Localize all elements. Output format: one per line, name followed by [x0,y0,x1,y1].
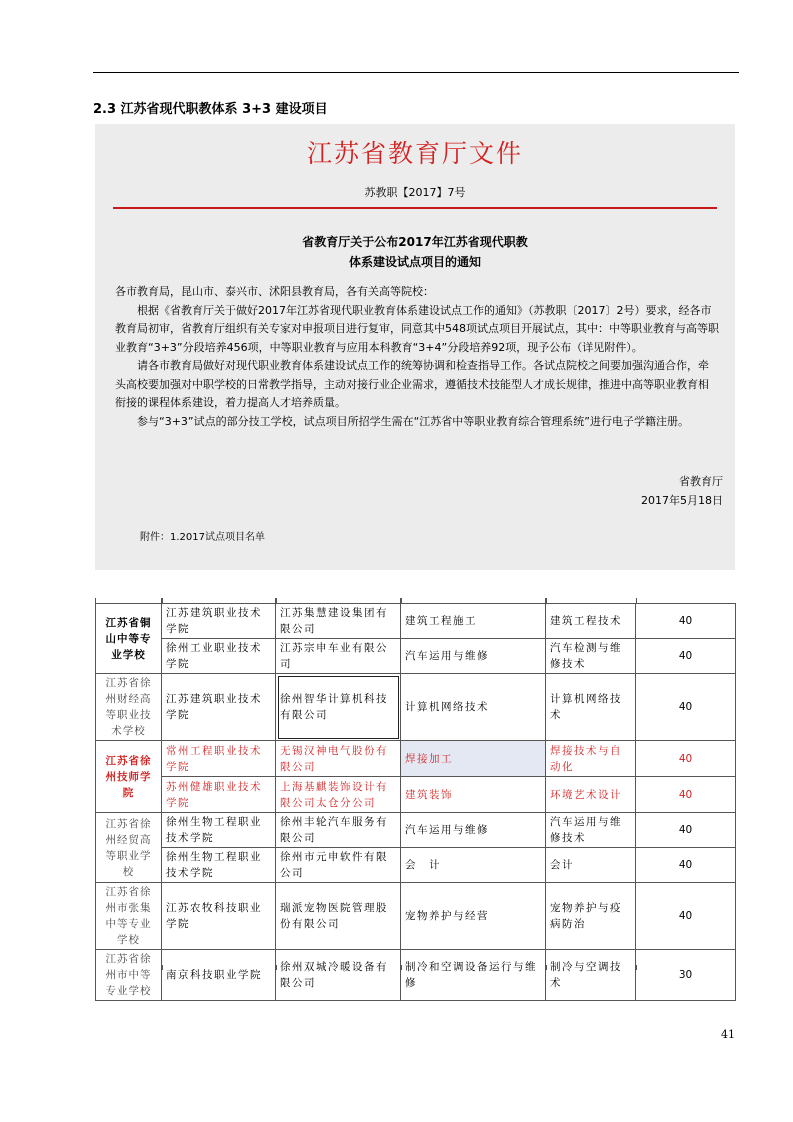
college-cell: 南京科技职业学院 [162,950,276,1001]
page-number: 41 [721,1028,735,1041]
target-cell: 焊接技术与自动化 [546,741,636,777]
major-cell: 建筑工程施工 [401,604,546,639]
table-row [96,741,736,777]
company-cell: 徐州双城冷暖设备有限公司 [276,950,401,1001]
project-table [95,603,736,1001]
quota-cell: 40 [636,848,736,883]
table-row [96,813,736,848]
attachment-note: 附件：1.2017试点项目名单 [140,532,265,543]
college-cell: 常州工程职业技术学院 [162,741,276,777]
scanned-document-image [95,124,735,570]
target-cell: 环境艺术设计 [546,777,636,813]
quota-cell: 40 [636,883,736,950]
paragraph-3: 参与“3+3”试点的部分技工学校，试点项目所招学生需在“江苏省中等职业教育综合管理系统”进行电子学籍注册。 [137,414,690,428]
college-cell: 江苏建筑职业技术学院 [162,604,276,639]
quota-cell: 40 [636,741,736,777]
target-cell: 会计 [546,848,636,883]
notice-title-line-2: 体系建设试点项目的通知 [348,255,481,269]
project-table-image [95,598,735,997]
school-cell: 江苏省徐州市张集中等专业学校 [96,883,162,950]
quota-cell: 40 [636,604,736,639]
document-number: 苏教职【2017】7号 [364,186,466,199]
quota-cell: 40 [636,777,736,813]
document-red-rule [113,207,717,209]
clipped-row-bottom [95,965,735,971]
paragraph-1: 根据《省教育厅关于做好2017年江苏省现代职业教育体系建设试点工作的通知》（苏教职〔2017〕2号）要求，经各市教育局初审，省教育厅组织有关专家对申报项目进行复审，同意其中548项试点项目开展试点，其中：中等职业教育与高等职业教育“3+3”分段培养456项，中等职业教育与应用本科教育“3+4”分段培养92项，现予公布（详见附件）。 [115,303,719,354]
college-cell: 徐州生物工程职业技术学院 [162,813,276,848]
quota-cell: 40 [636,639,736,674]
header-rule [93,72,739,73]
company-cell: 上海基麒装饰设计有限公司太仓分公司 [276,777,401,813]
target-cell: 汽车检测与维修技术 [546,639,636,674]
notice-title [95,232,735,272]
document-title: 江苏省教育厅文件 [306,139,523,168]
major-cell: 会 计 [401,848,546,883]
target-cell: 汽车运用与维修技术 [546,813,636,848]
school-cell: 江苏省徐州市中等专业学校 [96,950,162,1001]
company-cell: 徐州市元申软件有限公司 [276,848,401,883]
signature-date: 2017年5月18日 [641,494,723,507]
target-cell: 建筑工程技术 [546,604,636,639]
company-cell: 江苏宗申车业有限公司 [276,639,401,674]
school-cell: 江苏省徐州经贸高等职业学校 [96,813,162,883]
company-cell: 瑞派宠物医院管理股份有限公司 [276,883,401,950]
school-cell: 江苏省徐州技师学院 [96,741,162,813]
major-cell: 汽车运用与维修 [401,813,546,848]
quota-cell: 40 [636,674,736,741]
quota-cell: 30 [636,950,736,1001]
major-cell: 焊接加工 [401,741,546,777]
notice-body [115,283,719,431]
company-cell: 江苏集慧建设集团有限公司 [276,604,401,639]
major-cell: 汽车运用与维修 [401,639,546,674]
target-cell: 计算机网络技术 [546,674,636,741]
major-cell: 制冷和空调设备运行与维修 [401,950,546,1001]
school-cell: 江苏省铜山中等专业学校 [96,604,162,674]
paragraph-2: 请各市教育局做好对现代职业教育体系建设试点工作的统筹协调和检查指导工作。各试点院校之间要加强沟通合作，牵头高校要加强对中职学校的日常教学指导，主动对接行业企业需求，遵循技术技能型人才成长规律，推进中高等职业教育相衔接的课程体系建设，着力提高人才培养质量。 [115,359,709,409]
salutation: 各市教育局，昆山市、泰兴市、沭阳县教育局，各有关高等院校： [115,285,434,298]
target-cell: 宠物养护与疫病防治 [546,883,636,950]
table-row [96,777,736,813]
table-row [96,604,736,639]
table-row [96,674,736,741]
notice-title-line-1: 省教育厅关于公布2017年江苏省现代职教 [302,235,528,249]
target-cell: 制冷与空调技术 [546,950,636,1001]
section-heading: 2.3 江苏省现代职教体系 3+3 建设项目 [93,102,328,117]
company-cell: 徐州丰轮汽车服务有限公司 [276,813,401,848]
table-row [96,950,736,1001]
school-cell: 江苏省徐州财经高等职业技术学校 [96,674,162,741]
signature: 省教育厅 [679,475,723,488]
college-cell: 苏州健雄职业技术学院 [162,777,276,813]
table-row [96,639,736,674]
college-cell: 徐州生物工程职业技术学院 [162,848,276,883]
college-cell: 徐州工业职业技术学院 [162,639,276,674]
company-cell: 无锡汉神电气股份有限公司 [276,741,401,777]
college-cell: 江苏农牧科技职业学院 [162,883,276,950]
company-cell: 徐州智华计算机科技有限公司 [276,674,401,741]
table-row [96,883,736,950]
quota-cell: 40 [636,813,736,848]
major-cell: 宠物养护与经营 [401,883,546,950]
college-cell: 江苏建筑职业技术学院 [162,674,276,741]
table-row [96,848,736,883]
major-cell: 建筑装饰 [401,777,546,813]
major-cell: 计算机网络技术 [401,674,546,741]
